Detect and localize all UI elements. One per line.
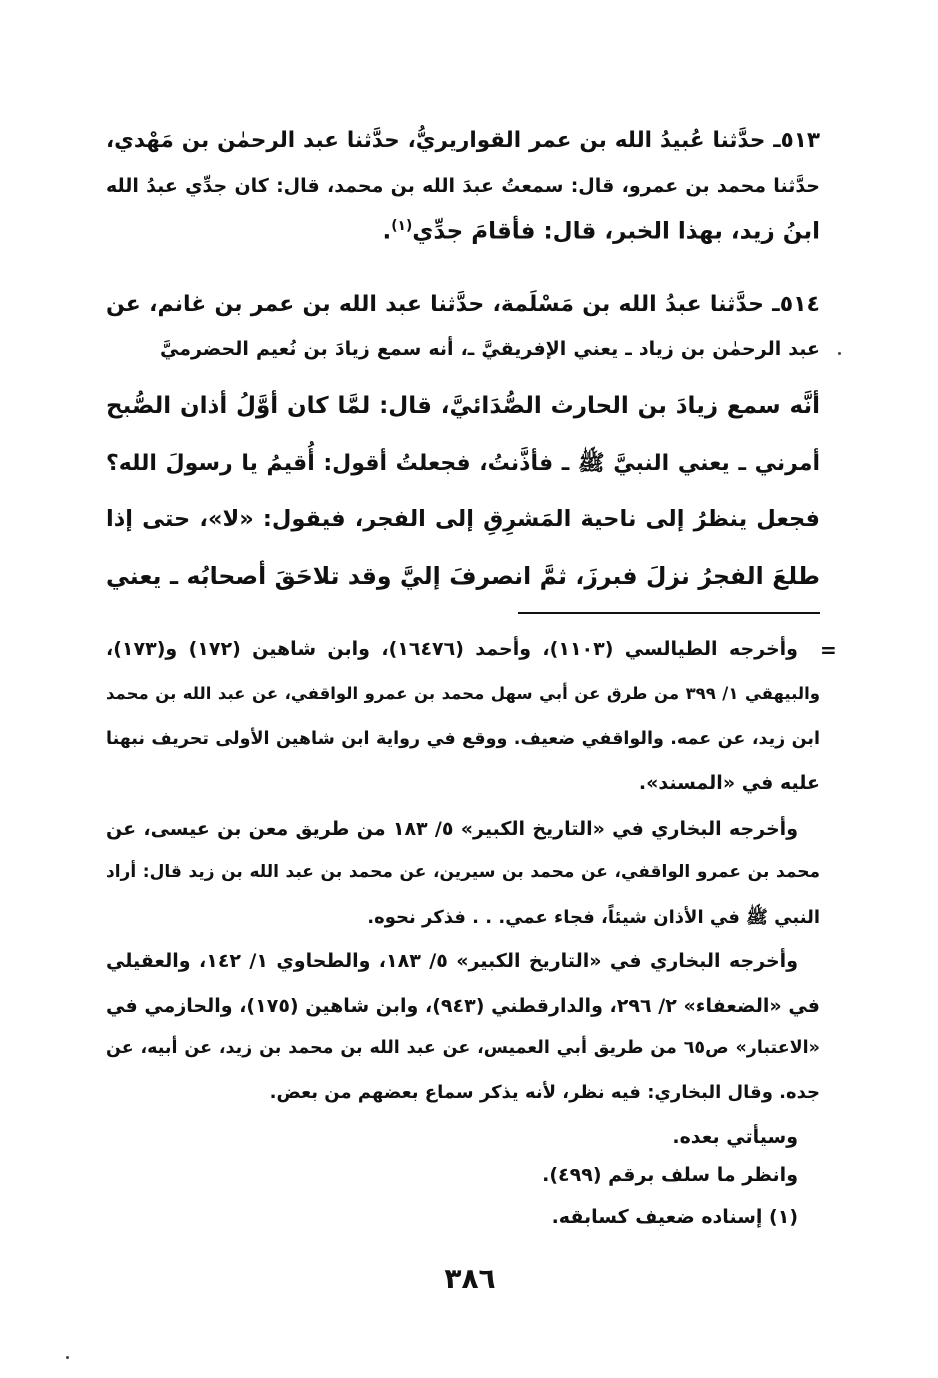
hadith-text-line-3: فجعل ينظرُ إلى ناحية المَشرِقِ إلى الفجر، فيقول: «لا»، حتى إذا <box>106 506 820 532</box>
footnote-line-7: النبي ﷺ في الأذان شيئاً، فجاء عمي. . . فذكر نحوه. <box>367 907 820 928</box>
hadith-513-line-2: حدَّثنا محمد بن عمرو، قال: سمعتُ عبدَ الله بن محمد، قال: كان جدِّي عبدُ الله <box>106 175 820 197</box>
footnote-line-9: في «الضعفاء» ٢/ ٢٩٦، والدارقطني (٩٤٣)، وابن شاهين (١٧٥)، والحازمي في <box>106 995 820 1017</box>
scan-speck <box>66 1356 69 1359</box>
footnote-line-13: وانظر ما سلف برقم (٤٩٩). <box>542 1164 798 1186</box>
footnote-line-10: «الاعتبار» ص٦٥ من طريق أبي العميس، عن عبد الله بن محمد بن زيد، عن أبيه، عن <box>106 1038 820 1058</box>
hadith-513-line-1: ٥١٣ـ حدَّثنا عُبيدُ الله بن عمر القواريريُّ، حدَّثنا عبد الرحمٰن بن مَهْدي، <box>106 128 820 153</box>
hadith-514-line-1: ٥١٤ـ حدَّثنا عبدُ الله بن مَسْلَمة، حدَّثنا عبد الله بن عمر بن غانم، عن <box>106 292 820 317</box>
footnote-ref-1: (١) <box>391 218 413 234</box>
hadith-513-end-period: . <box>382 218 392 245</box>
hadith-text-line-2: أمرني ـ يعني النبيَّ ﷺ ـ فأذَّنتُ، فجعلتُ أقول: أُقيمُ يا رسولَ الله؟ <box>106 451 820 476</box>
hadith-514-line-2: عبد الرحمٰن بن زياد ـ يعني الإفريقيَّ ـ، أنه سمع زيادَ بن نُعيم الحضرميَّ <box>160 338 820 360</box>
footnote-line-3: ابن زيد، عن عمه. والواقفي ضعيف. ووقع في رواية ابن شاهين الأولى تحريف نبهنا <box>106 729 820 749</box>
footnote-line-11: جده. وقال البخاري: فيه نظر، لأنه يذكر سماع بعضهم من بعض. <box>269 1082 820 1103</box>
page-number: ٣٨٦ <box>444 1262 496 1295</box>
footnote-separator <box>518 612 820 614</box>
hadith-513-line-3-text: ابنُ زيد، بهذا الخبر، قال: فأقامَ جدِّي <box>412 218 820 245</box>
hadith-513-line-3 <box>380 218 820 245</box>
hadith-text-line-1: أنَّه سمع زيادَ بن الحارث الصُّدَائيَّ، قال: لمَّا كان أوَّلُ أذان الصُّبح <box>106 393 820 419</box>
footnote-line-5: وأخرجه البخاري في «التاريخ الكبير» ٥/ ١٨٣ من طريق معن بن عيسى، عن <box>106 818 799 840</box>
footnote-line-4: عليه في «المسند». <box>638 772 820 794</box>
scan-speck <box>838 352 841 355</box>
footnote-line-1: وأخرجه الطيالسي (١١٠٣)، وأحمد (١٦٤٧٦)، وابن شاهين (١٧٢) و(١٧٣)، <box>106 638 798 660</box>
footnote-continuation-marker: = <box>820 638 837 662</box>
footnote-line-14: (١) إسناده ضعيف كسابقه. <box>551 1206 798 1228</box>
footnote-line-6: محمد بن عمرو الواقفي، عن محمد بن سيرين، عن محمد بن عبد الله بن زيد قال: أراد <box>106 862 820 882</box>
footnote-line-8: وأخرجه البخاري في «التاريخ الكبير» ٥/ ١٨٣، والطحاوي ١/ ١٤٢، والعقيلي <box>106 950 798 972</box>
footnote-line-12: وسيأتي بعده. <box>672 1126 798 1148</box>
footnote-line-2: والبيهقي ١/ ٣٩٩ من طرق عن أبي سهل محمد بن عمرو الواقفي، عن عبد الله بن محمد <box>106 684 820 703</box>
hadith-text-line-4: طلعَ الفجرُ نزلَ فبرزَ، ثمَّ انصرفَ إليَّ وقد تلاحَقَ أصحابُه ـ يعني <box>106 562 820 590</box>
